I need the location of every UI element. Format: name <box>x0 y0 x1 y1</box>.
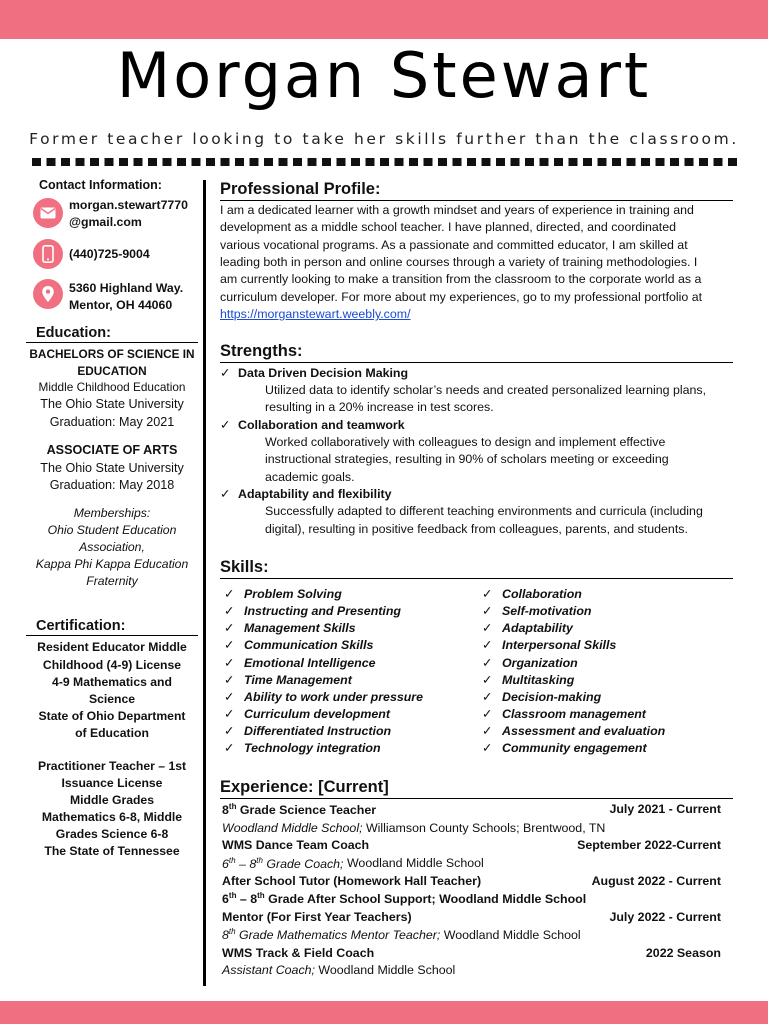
job-dates: September 2022-Current <box>577 838 721 853</box>
degree-1-title-line-1: BACHELORS OF SCIENCE IN <box>29 347 195 362</box>
contact-address-row <box>33 280 198 313</box>
strength-line: Utilized data to identify scholar’s needs and created personalized learning plans, <box>265 382 707 397</box>
certification-section <box>26 639 198 860</box>
tagline: Former teacher looking to take her skills further than the classroom. <box>29 130 739 148</box>
strength-description <box>220 434 733 486</box>
cert-1-line: of Education <box>75 725 149 740</box>
skills-right-column <box>482 586 722 757</box>
skill-item <box>224 586 482 603</box>
skill-item <box>224 723 482 740</box>
degree-1-school: The Ohio State University <box>40 396 184 411</box>
membership-1-line-2: Association, <box>79 540 145 555</box>
check-icon: ✓ <box>482 587 493 602</box>
strength-title <box>220 365 733 382</box>
skill-item <box>224 603 482 620</box>
skill-item <box>482 706 722 723</box>
left-column <box>26 178 198 860</box>
check-icon: ✓ <box>482 638 493 653</box>
job-title: After School Tutor (Homework Hall Teacher) <box>222 873 482 888</box>
strength-description <box>220 382 733 417</box>
strength-title-text: Collaboration and teamwork <box>238 417 405 432</box>
skill-label: Multitasking <box>502 672 575 687</box>
cert-2-line: Mathematics 6-8, Middle <box>41 810 183 825</box>
cert-1-line: Science <box>88 691 136 706</box>
profile-line: various vocational programs. As a passionate and committed educator, I am skilled at <box>220 237 688 252</box>
check-icon: ✓ <box>482 655 493 670</box>
job-title: Mentor (For First Year Teachers) <box>222 909 412 924</box>
cert-2-line: Issuance License <box>61 775 163 790</box>
profile-line: curriculum developer. For more about my experiences, go to my professional portfolio at <box>220 289 703 304</box>
degree-2-title: ASSOCIATE OF ARTS <box>46 443 178 458</box>
skill-label: Collaboration <box>502 587 582 602</box>
check-icon: ✓ <box>224 604 235 619</box>
skill-item <box>482 586 722 603</box>
check-icon: ✓ <box>224 723 235 738</box>
skill-item <box>482 620 722 637</box>
check-icon: ✓ <box>482 621 493 636</box>
strengths-heading: Strengths: <box>220 342 733 363</box>
skill-item <box>224 689 482 706</box>
strength-line: Successfully adapted to different teaching environments and curricula (including <box>265 504 703 519</box>
degree-1-graduation: Graduation: May 2021 <box>49 414 175 429</box>
skill-label: Classroom management <box>502 706 646 721</box>
skill-label: Technology integration <box>244 741 381 756</box>
profile-line: I am a dedicated learner with a growth mindset and years of experience in training and <box>220 203 694 217</box>
strength-line: academic goals. <box>265 469 355 484</box>
mailing-address <box>69 280 183 313</box>
profile-paragraph <box>220 202 733 324</box>
skill-label: Self-motivation <box>502 604 592 619</box>
degree-2-graduation: Graduation: May 2018 <box>49 478 175 493</box>
membership-1-line-1: Ohio Student Education <box>47 523 177 538</box>
check-icon: ✓ <box>482 741 493 756</box>
degree-1-title-line-2: EDUCATION <box>77 363 147 378</box>
experience-list <box>220 801 733 979</box>
skill-item <box>482 637 722 654</box>
profile-line: leading both in person and online courses through a variety of training methodologies. I <box>220 255 698 270</box>
skills-heading: Skills: <box>220 558 733 579</box>
check-icon: ✓ <box>224 621 235 636</box>
skill-item <box>482 655 722 672</box>
check-icon: ✓ <box>482 604 493 619</box>
skill-label: Decision-making <box>502 689 602 704</box>
skill-item <box>224 637 482 654</box>
dashed-divider <box>32 158 740 166</box>
strength-line: instructional strategies, resulting in 90% of scholars meeting or exceeding <box>265 452 669 467</box>
membership-2-line-1: Kappa Phi Kappa Education <box>35 557 189 572</box>
memberships-label: Memberships: <box>73 506 151 521</box>
strength-title <box>220 486 733 503</box>
contact-email-row <box>33 197 198 230</box>
skill-label: Adaptability <box>502 621 573 636</box>
degree-2-school: The Ohio State University <box>40 460 184 475</box>
skill-label: Communication Skills <box>244 638 374 653</box>
email-line-2: @gmail.com <box>69 214 142 229</box>
experience-row <box>220 909 733 926</box>
skill-label: Assessment and evaluation <box>502 723 666 738</box>
job-dates: July 2021 - Current <box>609 802 721 817</box>
job-title: 8th Grade Science Teacher <box>222 802 377 818</box>
contact-phone-row <box>33 239 198 269</box>
job-dates: July 2022 - Current <box>609 909 721 924</box>
skill-label: Ability to work under pressure <box>244 689 424 704</box>
experience-row <box>220 945 733 962</box>
candidate-name: Morgan Stewart <box>116 39 652 112</box>
skill-label: Interpersonal Skills <box>502 638 617 653</box>
cert-1-line: Resident Educator Middle <box>37 640 187 655</box>
job-title: WMS Dance Team Coach <box>222 838 370 853</box>
skill-label: Instructing and Presenting <box>244 604 401 619</box>
skill-item <box>482 723 722 740</box>
skill-label: Management Skills <box>244 621 356 636</box>
email-line-1: morgan.stewart7770 <box>69 198 188 212</box>
job-details: 8th Grade Mathematics Mentor Teacher; Woodland Middle School <box>222 927 581 943</box>
column-divider <box>203 180 206 986</box>
skill-label: Curriculum development <box>244 706 390 721</box>
experience-row <box>220 873 733 890</box>
skill-item <box>224 740 482 757</box>
email-address[interactable] <box>69 197 188 230</box>
skill-item <box>224 655 482 672</box>
check-icon: ✓ <box>482 706 493 721</box>
cert-2-line: Grades Science 6-8 <box>55 827 169 842</box>
check-icon: ✓ <box>224 638 235 653</box>
cert-2-line: Middle Grades <box>70 793 154 808</box>
cert-1-line: Childhood (4-9) License <box>42 657 182 672</box>
job-title: WMS Track & Field Coach <box>222 945 375 960</box>
cert-2-line: Practitioner Teacher – 1st <box>37 758 187 773</box>
check-icon: ✓ <box>482 723 493 738</box>
job-details: Woodland Middle School; Williamson County Schools; Brentwood, TN <box>222 820 606 835</box>
bottom-accent-band <box>0 1001 768 1024</box>
address-line-2: Mentor, OH 44060 <box>69 297 173 312</box>
skill-label: Differentiated Instruction <box>244 723 392 738</box>
skill-item <box>482 740 722 757</box>
strength-title <box>220 417 733 434</box>
address-line-1: 5360 Highland Way. <box>69 281 184 296</box>
contact-title: Contact Information: <box>39 178 162 192</box>
skill-item <box>482 672 722 689</box>
top-accent-band <box>0 0 768 39</box>
membership-2-line-2: Fraternity <box>86 574 138 589</box>
envelope-icon <box>33 198 63 228</box>
strength-title-text: Data Driven Decision Making <box>238 365 409 380</box>
job-details: 6th – 8th Grade After School Support; Woodland Middle School <box>222 891 587 907</box>
cert-1-line: State of Ohio Department <box>38 708 186 723</box>
skills-grid <box>220 586 733 757</box>
strengths-list <box>220 365 733 539</box>
skill-label: Problem Solving <box>244 587 342 602</box>
skill-item <box>482 603 722 620</box>
skill-label: Organization <box>502 655 578 670</box>
strength-description <box>220 503 733 538</box>
phone-number[interactable]: (440)725-9004 <box>69 247 150 262</box>
check-icon: ✓ <box>224 689 235 704</box>
experience-row <box>220 801 733 819</box>
smartphone-icon <box>33 239 63 269</box>
skill-label: Emotional Intelligence <box>244 655 376 670</box>
job-dates: August 2022 - Current <box>591 873 721 888</box>
check-icon: ✓ <box>224 741 235 756</box>
experience-row <box>220 837 733 854</box>
skill-item <box>224 706 482 723</box>
profile-line: am currently looking to make a transition from the classroom to the corporate world as a <box>220 272 702 287</box>
strength-line: Worked collaboratively with colleagues to design and implement effective <box>265 434 666 449</box>
profile-line: development as a middle school teacher. I have planned, directed, and coordinated <box>220 220 677 235</box>
skill-item <box>224 620 482 637</box>
degree-1-major: Middle Childhood Education <box>38 380 186 395</box>
map-pin-icon <box>33 279 63 309</box>
right-column <box>220 180 733 979</box>
portfolio-link[interactable]: https://morganstewart.weebly.com/ <box>220 307 411 322</box>
skill-item <box>224 672 482 689</box>
skill-label: Time Management <box>244 672 352 687</box>
check-icon: ✓ <box>220 417 231 432</box>
check-icon: ✓ <box>220 487 231 502</box>
cert-2-line: The State of Tennessee <box>44 844 180 859</box>
certification-heading: Certification: <box>26 618 198 636</box>
check-icon: ✓ <box>224 706 235 721</box>
check-icon: ✓ <box>220 365 231 380</box>
skills-left-column <box>224 586 482 757</box>
education-heading: Education: <box>26 325 198 343</box>
check-icon: ✓ <box>482 689 493 704</box>
check-icon: ✓ <box>224 672 235 687</box>
skill-label: Community engagement <box>502 741 647 756</box>
profile-heading: Professional Profile: <box>220 180 733 201</box>
skill-item <box>482 689 722 706</box>
cert-1-line: 4-9 Mathematics and <box>52 674 172 689</box>
education-section <box>26 346 198 590</box>
check-icon: ✓ <box>482 672 493 687</box>
job-details: 6th – 8th Grade Coach; Woodland Middle School <box>222 855 484 871</box>
experience-heading: Experience: [Current] <box>220 778 733 799</box>
job-dates: 2022 Season <box>645 945 721 960</box>
strength-line: resulting in a 20% increase in test scores. <box>265 400 494 415</box>
check-icon: ✓ <box>224 587 235 602</box>
strength-line: digital), resulting in positive feedback from colleagues, parents, and students. <box>265 521 688 536</box>
strength-title-text: Adaptability and flexibility <box>238 487 392 502</box>
job-details: Assistant Coach; Woodland Middle School <box>222 962 456 977</box>
check-icon: ✓ <box>224 655 235 670</box>
